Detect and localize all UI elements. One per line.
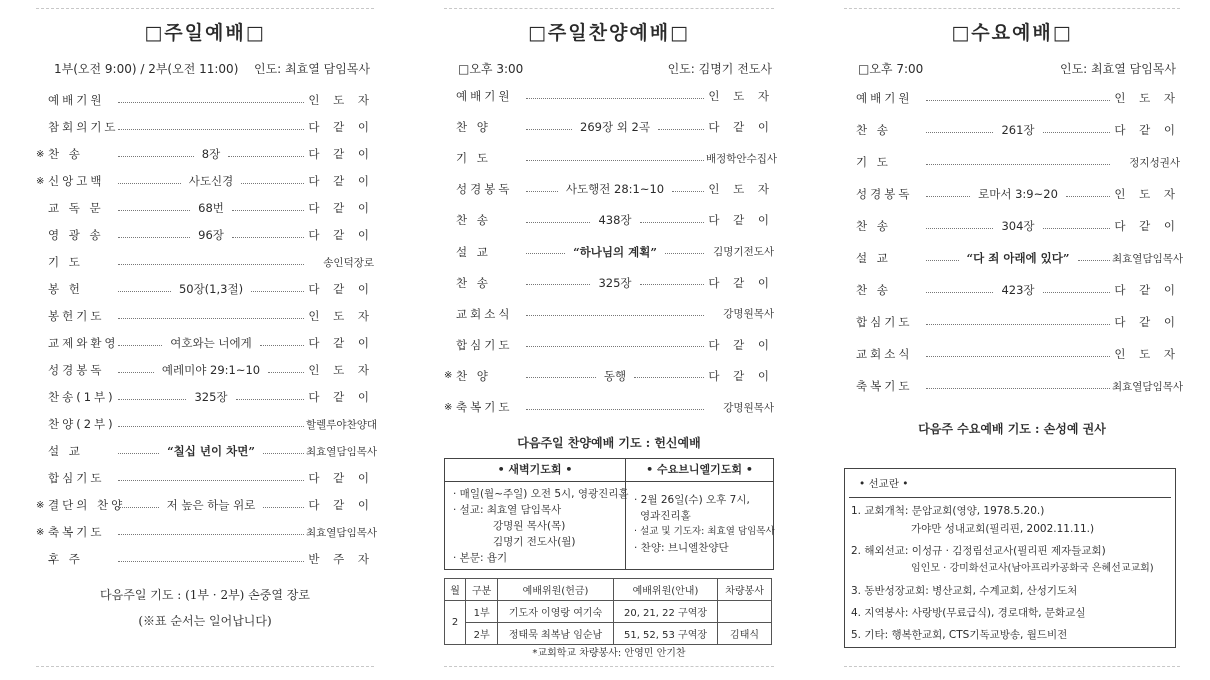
dot-leader (118, 210, 190, 211)
table-cell (718, 601, 772, 623)
order-detail: 304장 (1001, 219, 1035, 233)
dot-leader (118, 318, 304, 319)
order-row (36, 360, 374, 380)
service-time: □오후 3:00 (458, 62, 524, 76)
order-person: 다 같 이 (308, 471, 374, 485)
table-cell: 51, 52, 53 구역장 (613, 623, 717, 645)
table-header: 구분 (466, 579, 498, 601)
dot-leader (232, 210, 304, 211)
order-person: 다 같 이 (308, 228, 374, 242)
order-detail: 68번 (198, 201, 224, 215)
order-detail: 325장 (194, 390, 228, 404)
order-row (36, 522, 378, 542)
order-row (444, 86, 774, 106)
dawn-line: · 매일(월~주일) 오전 5시, 영광진리홀 (453, 488, 629, 500)
order-label: 찬 송 (48, 147, 83, 161)
order-row (844, 376, 1184, 396)
order-detail: “칠십 년이 차면” (167, 444, 255, 458)
order-label: 교회소식 (856, 347, 913, 361)
order-label: 성경봉독 (456, 182, 513, 197)
dot-leader (926, 324, 1110, 325)
order-detail: 사도신경 (188, 174, 234, 188)
order-detail: 로마서 3:9~20 (978, 187, 1058, 201)
order-row (36, 387, 374, 407)
section-title: □주일예배□ (144, 22, 266, 44)
order-person: 인 도 자 (308, 93, 374, 107)
service-time: □오후 7:00 (858, 62, 924, 76)
order-row (444, 148, 778, 168)
order-person: 다 같 이 (1114, 283, 1180, 297)
next-prayer-note: 다음주일 기도 : (1부 · 2부) 손중열 장로 (100, 588, 310, 602)
dot-leader (926, 292, 993, 293)
footnote: *교회학교 차량봉사: 안영민 안기찬 (532, 648, 686, 659)
table-header: 차량봉사 (718, 579, 772, 601)
standing-mark: ※ (36, 499, 45, 511)
order-label: 봉 헌 (48, 282, 83, 296)
order-row (844, 280, 1180, 300)
order-person: 다 같 이 (308, 120, 374, 134)
order-row (844, 248, 1184, 268)
standing-mark: ※ (36, 526, 45, 538)
service-leader: 인도: 최효열 담임목사 (253, 62, 370, 76)
table-row (445, 601, 772, 623)
dot-leader (260, 345, 304, 346)
mission-line: 2. 해외선교: 이성규 · 김정림선교사(필리핀 제자들교회) (851, 545, 1106, 557)
order-person: 인 도 자 (1114, 187, 1181, 201)
order-person: 다 같 이 (708, 368, 774, 383)
order-row (444, 242, 774, 262)
order-person: 인 도 자 (308, 309, 374, 323)
table-header: 월 (445, 579, 466, 601)
dot-leader (640, 284, 704, 285)
divider (444, 8, 774, 9)
order-label: 찬 송 (456, 213, 491, 228)
divider (844, 8, 1180, 9)
dot-leader (926, 100, 1110, 101)
order-label: 기 도 (48, 255, 83, 269)
standing-note: (※표 순서는 일어납니다) (138, 614, 272, 628)
order-label: 합심기도 (856, 315, 913, 329)
dot-leader (118, 156, 194, 157)
dot-leader (526, 222, 590, 223)
order-detail: 8장 (201, 147, 221, 161)
order-person: 할렐루야찬양대 (306, 418, 378, 431)
volunteer-table (444, 578, 772, 645)
table-cell: 20, 21, 22 구역장 (613, 601, 717, 623)
order-label: 설 교 (856, 251, 891, 265)
order-person: 다 같 이 (1114, 123, 1180, 137)
order-label: 예배기원 (48, 93, 105, 107)
order-detail: 저 높은 하늘 위로 (166, 498, 256, 512)
dot-leader (118, 102, 304, 103)
dot-leader (640, 222, 704, 223)
dot-leader (526, 409, 704, 410)
order-person: 다 같 이 (308, 201, 374, 215)
dot-leader (926, 356, 1110, 357)
service-leader: 인도: 최효열 담임목사 (1059, 62, 1176, 76)
order-person: 다 같 이 (1114, 219, 1180, 233)
dot-leader (526, 346, 704, 347)
mission-line: 1. 교회개척: 문암교회(영양, 1978.5.20.) (851, 505, 1045, 517)
dot-leader (526, 377, 596, 378)
order-label: 영 광 송 (48, 228, 104, 242)
dot-leader (118, 372, 154, 373)
standing-mark: ※ (36, 175, 45, 187)
mission-line: 임인모 · 강미화선교사(남아프리카공화국 은혜선교교회) (911, 563, 1154, 574)
order-row (36, 333, 374, 353)
order-row (36, 90, 374, 110)
dot-leader (1066, 196, 1110, 197)
order-row (36, 549, 374, 569)
mission-line: 가야만 성내교회(필리핀, 2002.11.11.) (911, 523, 1095, 535)
dot-leader (672, 191, 704, 192)
order-label: 축복기도 (48, 525, 105, 539)
order-label: 성경봉독 (856, 187, 913, 201)
order-label: 예배기원 (456, 89, 513, 103)
table-cell: 기도자 이영랑 여기숙 (498, 601, 614, 623)
dot-leader (526, 253, 565, 254)
order-label: 찬 송 (856, 123, 891, 137)
order-label: 찬 송 (856, 219, 891, 233)
order-label: 찬 양 (456, 120, 491, 135)
dawn-prayer-box (445, 459, 629, 569)
dot-leader (118, 399, 186, 400)
divider (36, 666, 374, 667)
dot-leader (634, 377, 704, 378)
order-label: 찬 송 (856, 283, 891, 297)
order-label: 설 교 (456, 244, 491, 259)
order-row (36, 306, 374, 326)
wed-line: · 설교 및 기도자: 최효열 담임목사 (634, 526, 775, 537)
mission-box (844, 468, 1176, 648)
order-row (36, 198, 374, 218)
mission-line: 4. 지역봉사: 사랑방(무료급식), 경로대학, 문화교실 (851, 607, 1086, 619)
standing-mark: ※ (444, 401, 453, 413)
order-person: 다 같 이 (308, 174, 374, 188)
table-header: 예배위원(헌금) (498, 579, 614, 601)
order-row (844, 152, 1180, 172)
dot-leader (526, 129, 572, 130)
order-person: 다 같 이 (308, 147, 374, 161)
table-header: 예배위원(안내) (613, 579, 717, 601)
order-label: 축복기도 (856, 379, 913, 393)
order-label: 축복기도 (456, 400, 513, 414)
order-row (844, 120, 1180, 140)
dot-leader (926, 260, 959, 261)
mission-line: 3. 동반성장교회: 병산교회, 수계교회, 산성기도처 (851, 585, 1078, 597)
order-row (36, 468, 374, 488)
order-label: 참회의기도 (48, 120, 119, 134)
order-label: 성경봉독 (48, 363, 105, 377)
order-row (444, 397, 774, 417)
order-row (36, 414, 378, 434)
order-person: 다 같 이 (708, 337, 774, 352)
order-label: 결단의 찬양 (48, 498, 126, 512)
order-label: 신앙고백 (48, 174, 105, 188)
order-person: 김명기전도사 (713, 246, 775, 258)
order-row (844, 184, 1180, 204)
divider (444, 666, 774, 667)
table-cell: 1부 (466, 601, 498, 623)
order-label: 교 독 문 (48, 201, 104, 215)
dot-leader (926, 196, 970, 197)
order-row (36, 495, 374, 515)
order-row (36, 117, 374, 137)
order-person: 반 주 자 (308, 552, 374, 566)
order-label: 예배기원 (856, 91, 913, 105)
dot-leader (118, 264, 304, 265)
dot-leader (926, 388, 1110, 389)
order-row (444, 335, 774, 355)
order-label: 찬 양 (456, 368, 491, 383)
dot-leader (526, 191, 558, 192)
order-detail: 96장 (198, 228, 224, 242)
order-person: 다 같 이 (308, 282, 374, 296)
order-row (36, 441, 378, 461)
order-person: 다 같 이 (1114, 315, 1180, 329)
order-row (444, 179, 774, 199)
next-prayer-note: 다음주일 찬양예배 기도 : 헌신예배 (517, 436, 701, 450)
order-label: 설 교 (48, 444, 83, 458)
order-row (844, 344, 1180, 364)
dot-leader (118, 480, 304, 481)
dawn-prayer-title: • 새벽기도회 • (445, 459, 625, 482)
dot-leader (118, 453, 159, 454)
order-label: 찬송(1부) (48, 390, 116, 404)
order-row (36, 225, 374, 245)
dawn-line: · 설교: 최효열 담임목사 (453, 504, 562, 516)
dot-leader (926, 228, 993, 229)
dot-leader (118, 129, 304, 130)
order-row (444, 304, 774, 324)
dawn-line: 김명기 전도사(월) (493, 536, 576, 548)
order-person: 최효열담임목사 (1112, 252, 1184, 265)
service-leader: 인도: 김명기 전도사 (667, 62, 772, 76)
section-title: □수요예배□ (951, 22, 1073, 44)
order-label: 찬 송 (456, 275, 491, 290)
dot-leader (926, 132, 993, 133)
order-detail: 예레미야 29:1~10 (161, 363, 261, 377)
order-detail: 여호와는 너에게 (170, 336, 252, 350)
wed-line: · 찬양: 브니엘찬양단 (634, 542, 729, 554)
order-row (444, 210, 774, 230)
order-person: 다 같 이 (308, 336, 375, 350)
order-detail: “다 죄 아래에 있다” (966, 251, 1070, 265)
order-detail: 사도행전 28:1~10 (565, 182, 665, 197)
order-detail: 261장 (1001, 123, 1035, 137)
dot-leader (263, 507, 304, 508)
column-sunday-service (36, 0, 378, 680)
dot-leader (665, 253, 704, 254)
order-person: 최효열담임목사 (1112, 380, 1184, 393)
dot-leader (232, 237, 304, 238)
order-row (844, 88, 1180, 108)
order-detail: 50장(1,3절) (178, 282, 244, 296)
table-cell: 정태묵 최복남 임순남 (498, 623, 614, 645)
order-person: 인 도 자 (708, 89, 774, 103)
table-cell: 김태식 (718, 623, 772, 645)
dot-leader (118, 507, 159, 508)
order-person: 송인덕장로 (323, 256, 374, 269)
order-label: 후 주 (48, 552, 83, 566)
service-time: 1부(오전 9:00) / 2부(오전 11:00) (54, 62, 239, 76)
dot-leader (1043, 132, 1110, 133)
order-person: 인 도 자 (308, 363, 374, 377)
wednesday-prayer-box (626, 459, 773, 569)
column-praise-service (444, 0, 778, 680)
next-prayer-note: 다음주 수요예배 기도 : 손성예 권사 (918, 422, 1106, 436)
order-person: 최효열담임목사 (306, 526, 378, 539)
order-row (444, 117, 774, 137)
order-person: 강명원목사 (723, 401, 774, 414)
dot-leader (1078, 260, 1111, 261)
order-row (36, 171, 374, 191)
dot-leader (926, 164, 1110, 165)
dot-leader (526, 160, 704, 161)
order-person: 다 같 이 (708, 213, 774, 228)
dot-leader (118, 183, 181, 184)
standing-mark: ※ (444, 370, 453, 382)
order-person: 강명원목사 (723, 308, 774, 321)
order-person: 다 같 이 (308, 498, 375, 512)
order-person: 인 도 자 (1114, 347, 1180, 361)
order-person: 다 같 이 (308, 390, 374, 404)
dawn-line: · 본문: 욥기 (453, 552, 508, 564)
order-label: 봉헌기도 (48, 309, 105, 323)
dot-leader (263, 453, 304, 454)
column-wednesday-service (844, 0, 1184, 680)
dot-leader (236, 399, 304, 400)
dot-leader (118, 534, 304, 535)
section-title: □주일찬양예배□ (527, 22, 691, 44)
wednesday-prayer-title: • 수요브니엘기도회 • (626, 459, 773, 482)
order-row (36, 252, 374, 272)
dot-leader (526, 284, 590, 285)
dot-leader (118, 426, 304, 427)
order-detail: 438장 (598, 213, 632, 228)
dot-leader (1043, 228, 1110, 229)
dot-leader (1043, 292, 1110, 293)
order-row (36, 144, 374, 164)
order-row (36, 279, 374, 299)
order-row (444, 366, 774, 386)
dot-leader (251, 291, 304, 292)
divider (844, 666, 1180, 667)
wed-line: 영과진리홀 (640, 510, 691, 522)
order-person: 최효열담임목사 (306, 445, 378, 458)
dot-leader (526, 98, 704, 99)
order-row (444, 273, 774, 293)
order-person: 배정학안수집사 (706, 152, 778, 165)
order-label: 기 도 (456, 151, 491, 166)
order-label: 합심기도 (48, 471, 105, 485)
order-person: 다 같 이 (708, 120, 774, 135)
dot-leader (118, 561, 304, 562)
order-person: 다 같 이 (708, 275, 774, 290)
order-detail: 423장 (1001, 283, 1035, 297)
order-person: 인 도 자 (1114, 91, 1180, 105)
dot-leader (228, 156, 304, 157)
dot-leader (658, 129, 704, 130)
order-label: 교회소식 (456, 306, 513, 321)
dot-leader (118, 291, 171, 292)
order-detail: 동행 (603, 368, 627, 383)
order-row (844, 216, 1180, 236)
dot-leader (118, 237, 190, 238)
dot-leader (241, 183, 304, 184)
dot-leader (118, 345, 162, 346)
order-detail: 269장 외 2곡 (580, 120, 650, 135)
dot-leader (526, 315, 704, 316)
standing-mark: ※ (36, 148, 45, 160)
divider (36, 8, 374, 9)
dot-leader (268, 372, 304, 373)
order-label: 기 도 (856, 155, 891, 169)
order-label: 합심기도 (456, 337, 513, 352)
table-row (445, 623, 772, 645)
dawn-line: 강명원 목사(목) (493, 520, 566, 532)
order-person: 인 도 자 (708, 182, 774, 197)
order-person: 정지성권사 (1129, 156, 1180, 169)
mission-title: • 선교란 • (859, 478, 909, 490)
order-label: 찬양(2부) (48, 417, 116, 431)
prayer-meetings-box (444, 458, 774, 570)
order-detail: “하나님의 계획” (573, 244, 657, 259)
wed-line: · 2월 26일(수) 오후 7시, (634, 494, 750, 506)
table-header-row (445, 579, 772, 601)
order-row (844, 312, 1180, 332)
order-detail: 325장 (598, 275, 632, 290)
mission-line: 5. 기타: 행복한교회, CTS기독교방송, 월드비전 (851, 629, 1068, 641)
table-cell: 2부 (466, 623, 498, 645)
table-cell-month: 2 (445, 601, 466, 645)
order-label: 교제와환영 (48, 336, 119, 350)
